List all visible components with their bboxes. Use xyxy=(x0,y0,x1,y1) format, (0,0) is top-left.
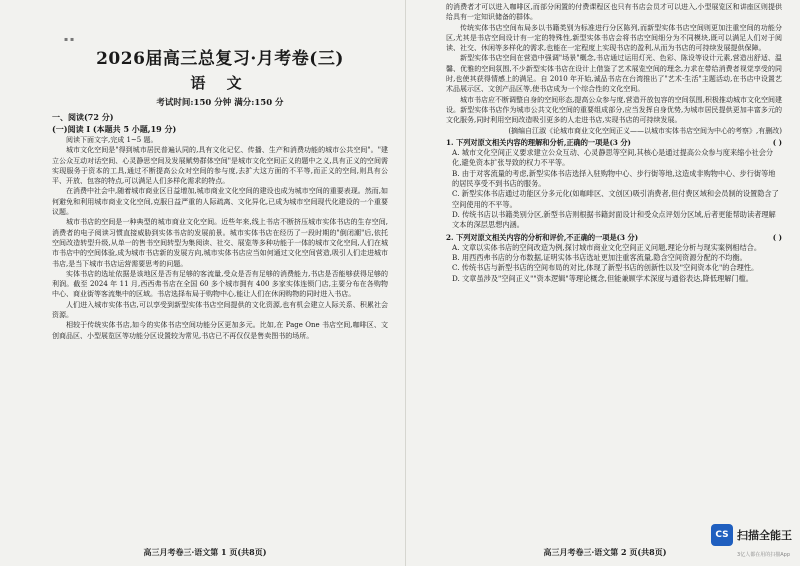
question-2 xyxy=(446,233,782,243)
exam-title: 2026届高三总复习·月考卷(三) xyxy=(96,49,344,69)
option: A. 城市文化空间正义要求建立公众互动、心灵静思等空间,其核心是通过提高公众参与度来缩小社会分化,避免资本扩张导致的权力不平等。 xyxy=(452,148,774,168)
watermark-sub: 3亿人都在用的扫描App xyxy=(737,552,790,558)
paragraph: 城市书店应不断调整自身的空间形态,提高公众参与度,营造开放包容的空间氛围,积极推动城市文化空间建设。新型实体书店作为城市公共文化空间的重要组成部分,应当发挥自身优势,为城市居民提供更加丰富多元的文化服务,同时利用空间改造吸引更多的人走进书店,实现书店的可持续发展。 xyxy=(446,95,782,125)
paragraph: 的消费者才可以进入咖啡区,而部分闲置的付费课程区也只有书店会员才可以进入,小型展览区和讲座区则提供给具有一定知识储备的群体。 xyxy=(446,3,782,22)
option: A. 文章以实体书店的空间改造为例,探讨城市商业文化空间正义问题,理论分析与现实案例相结合。 xyxy=(452,242,762,252)
paragraph: 实体书店的选址依据是该地区是否有足够的客流量,受众是否有足够的消费能力,书店是否能够获得足够的利润。截至 2024 年 11 月,西西弗书店在全国 60 多个城市拥有 400 多家实体连锁门店,主要分布在各购物中心、商业街等客流集中的区域。书店选择布局于购物中心,能让人们在休闲购物的同时进入书店。 xyxy=(52,269,388,299)
answer-blank: ( ) xyxy=(772,137,782,147)
camscanner-watermark xyxy=(711,524,792,546)
option: B. 由于对客流量的考虑,新型实体书店选择入驻购物中心、步行街等地,这造成非购物中心、步行街等地的居民享受不到书店的服务。 xyxy=(452,168,776,189)
paragraph: 城市书店的空间是一种典型的城市商业文化空间。近些年来,线上书店不断挤压城市实体书店的生存空间,消费者的电子阅读习惯直接威胁到实体书店的发展前景。城市实体书店在经历了一段时期的"倒闭潮"后,依托空间改造转型升级,从单一的售书空间转型为集阅读、社交、展览等多种功能于一体的城市文化空间,人们在城市书店中的空间体验,成为城市书店新的发展方向,城市实体书店应当如何通过文化空间营造,吸引人们走进城市书店,是当下城市书店运营需要思考的问题。 xyxy=(52,218,388,268)
option: C. 新型实体书店通过功能区分多元化(如咖啡区、文创区)吸引消费者,但付费区域和会员制的设置隐含了空间使用的不平等。 xyxy=(452,189,779,209)
paragraph: 城市文化空间是"得到城市居民普遍认同的,具有文化记忆、传播、生产和消费功能的城市公共空间"。"建立公众互动对话空间、心灵静思空间及发展赋势群体空间"是城市文化空间正义的题中之义,具有正义的空间需实现服务于资本的工具,通过不断提高公众对空间的参与度,去扩大这方面的不平等,而正义的空间,则具有公平、开放、包容的特点,可以满足人们多样化需求的特点。 xyxy=(52,146,388,186)
paragraph: 新型实体书店空间在营造中强调"场景"概念,书店通过运用灯光、色彩、陈设等设计元素,营造出舒适、温馨、优雅的空间氛围,不少新型实体书店在设计上借鉴了艺术展览空间的理念,力求在带给消费者视觉享受的同时,也使其获得情感上的满足。自 2010 年开始,诚品书店在台湾推出了"艺术·生活"主题活动,在书店中设置艺术品展示区、文创产品区等,使书店成为一个综合性的文化空间。 xyxy=(446,54,782,94)
option: B. 用西西弗书店的分布数据,证明实体书店选址更加注重客流量,隐含空间资源分配的不均衡。 xyxy=(452,253,747,263)
subject-title: 语 文 xyxy=(190,74,250,92)
paragraph: 相较于传统实体书店,如今的实体书店空间功能分区更加多元。比如,在 Page One 书店空间,咖啡区、文创商品区、小型展览区等功能分区设置较为常见,书店已不再仅仅是售卖图书的场所。 xyxy=(52,321,388,340)
exam-meta: 考试时间:150 分钟 满分:150 分 xyxy=(156,98,284,108)
instruction: 阅读下面文字,完成 1~5 题。 xyxy=(66,136,158,144)
option: D. 文章虽涉及"空间正义""资本逻辑"等理论概念,但能兼顾学术深度与通俗表达,降低理解门槛。 xyxy=(452,273,753,283)
camscanner-logo-icon: CS xyxy=(711,524,733,546)
scan-mark: ▪ ▪ xyxy=(64,36,75,43)
subsection-heading: (一)阅读 I (本题共 5 小题,19 分) xyxy=(52,123,177,134)
exam-page-2 xyxy=(410,0,800,566)
section-heading: 一、阅读(72 分) xyxy=(52,112,114,122)
watermark-name: 扫描全能王 xyxy=(737,529,792,542)
option: C. 传统书店与新型书店的空间布局的对比,体现了新型书店的创新性以及"空间资本化"的合理性。 xyxy=(452,263,759,273)
source-citation: (摘编自江淑《论城市商业文化空间正义——以城市实体书店空间为中心的考察》,有删改) xyxy=(508,126,782,135)
page-footer: 高三月考卷三·语文第 1 页(共8页) xyxy=(143,547,267,557)
answer-blank: ( ) xyxy=(772,232,782,242)
page-divider xyxy=(405,0,406,566)
page-footer: 高三月考卷三·语文第 2 页(共8页) xyxy=(543,547,667,557)
question-1 xyxy=(446,138,782,148)
question-stem: 1. 下列对原文相关内容的理解和分析,正确的一项是(3 分) xyxy=(446,137,631,147)
question-stem: 2. 下列对原文相关内容的分析和评价,不正确的一项是(3 分) xyxy=(446,232,639,242)
paragraph: 传统实体书店空间布局多以书籍类别为标准进行分区陈列,而新型实体书店空间则更加注重空间的功能分区,尤其是书店空间设计有一定的特殊性,新型实体书店会将书店空间细分为不同模块,既可以满足人们对于阅读、社交、休闲等多样化的需求,也能在一定程度上实现书店的盈利,从而为书店的可持续发展提供保障。 xyxy=(446,23,782,53)
option: D. 传统书店以书籍类别分区,新型书店则根据书籍封面设计和受众点评划分区域,后者更能帮助读者理解文本的深层思想内涵。 xyxy=(452,209,776,230)
paragraph: 在消费中社会中,随着城市商业区日益增加,城市商业文化空间的建设也成为城市空间的重要表现。然而,如何避免和利用城市商业文化空间,克服日益严重的人际疏离、文化异化,已成为城市空间现代化建设的一个重要议题。 xyxy=(52,187,388,217)
paragraph: 人们进入城市实体书店,可以享受到新型实体书店空间提供的文化资源,也有机会建立人际关系、积累社会资源。 xyxy=(52,300,388,320)
